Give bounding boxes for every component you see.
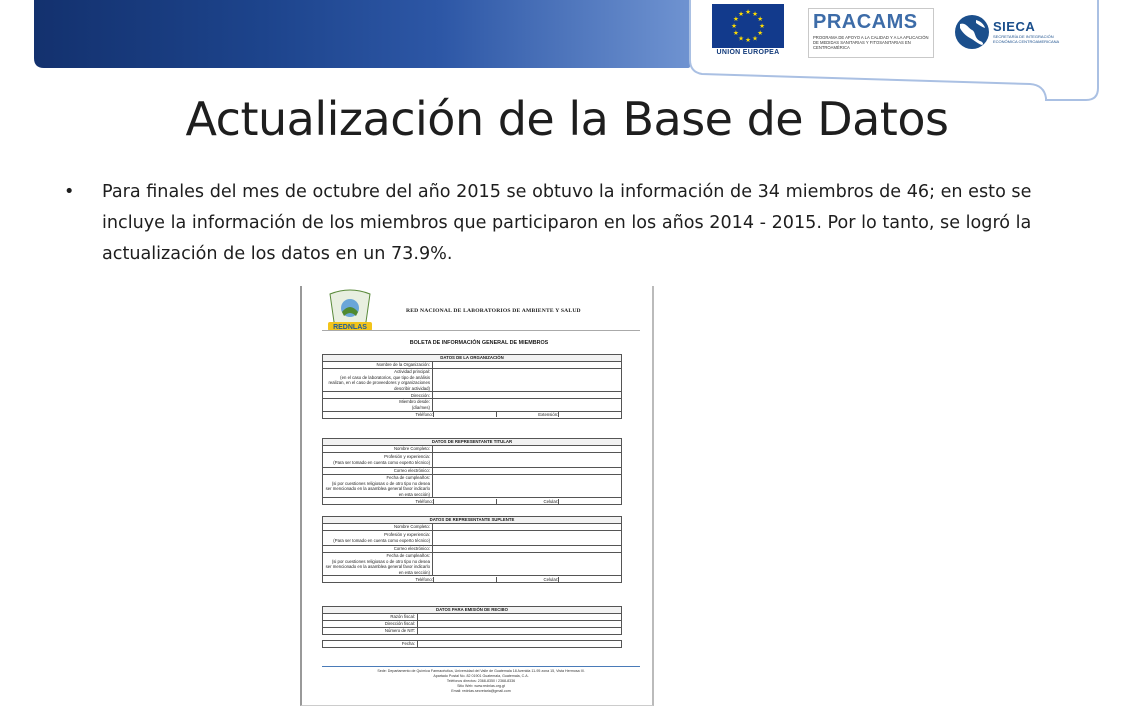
org-address-label: Dirección:: [323, 392, 433, 399]
org-header: DATOS DE LA ORGANIZACIÓN: [323, 355, 622, 362]
eu-star: ★: [752, 35, 758, 43]
membership-form-image: [300, 286, 654, 706]
footer-divider: [322, 666, 640, 667]
eu-star: ★: [745, 9, 751, 17]
org-activity-label: Actividad principal:: [394, 369, 430, 374]
form-title: BOLETA DE INFORMACIÓN GENERAL DE MIEMBROS: [409, 340, 549, 346]
bullet-text: Para finales del mes de octubre del año 2015 se obtuvo la información de 34 miembros de 46; en esto se incluye la información de los miembros que participaron en los años 2014 - 2015. Por lo tanto, se logró la actualización de los datos en un 73.9%.: [102, 182, 1032, 264]
org-activity-field: [433, 369, 622, 392]
footer-line: Email: rednlas.secretaria@gmail.com: [451, 689, 511, 693]
eu-logo: [708, 4, 788, 60]
pracams-name: PRACAMS: [813, 11, 918, 33]
org-address-field: [433, 392, 622, 399]
org-activity-note: (en el caso de laboratorios, que tipo de análisis realizan, en el caso de proveedores y organizaciones describir actividad): [328, 374, 430, 391]
receipt-header: DATOS PARA EMISIÓN DE RECIBO: [323, 607, 622, 614]
titular-birthday-note: (si por cuestiones religiosas o de otro tipo no desea ser mencionado en la asamblea general favor indicarlo en esta sección): [325, 480, 430, 497]
eu-star: ★: [759, 23, 765, 31]
pracams-logo: [808, 8, 934, 58]
eu-star: ★: [732, 30, 739, 38]
titular-phone-label: Teléfono:: [415, 498, 433, 504]
titular-table: [322, 438, 622, 505]
eu-star: ★: [738, 11, 744, 19]
eu-star: ★: [738, 35, 744, 43]
suplente-table: [322, 516, 622, 583]
suplente-header: DATOS DE REPRESENTANTE SUPLENTE: [323, 517, 622, 524]
rednlas-logo-text: REDNLAS: [333, 324, 367, 331]
footer-line: Apartado Postal No. 82 01901 Guatemala, Guatemala, C.A.: [433, 674, 529, 678]
suplente-profession-note: (Para ser tomado en cuenta como experto técnico): [333, 538, 430, 543]
eu-star: ★: [757, 16, 764, 24]
footer-line: Sitio Web: www.rednlas.org.gt: [457, 684, 505, 688]
bullet-point: [64, 177, 1064, 270]
form-footer: [322, 669, 640, 694]
divider: [322, 330, 640, 331]
suplente-birthday-note: (si por cuestiones religiosas o de otro tipo no desea ser mencionado en la asamblea general favor indicarlo en esta sección): [325, 558, 430, 575]
org-member-since-note: (día/mes): [411, 404, 430, 410]
eu-star: ★: [745, 37, 751, 45]
header-band-fill: [34, 0, 690, 68]
eu-star: ★: [731, 23, 737, 31]
suplente-phone-label: Teléfono:: [415, 576, 433, 582]
eu-star: ★: [757, 30, 764, 38]
titular-profession-note: (Para ser tomado en cuenta como experto técnico): [333, 460, 430, 465]
suplente-name-label: Nombre Completo:: [323, 524, 433, 531]
org-member-since-field: [433, 399, 622, 411]
suplente-birthday-label: Fecha de cumpleaños:: [386, 553, 430, 558]
org-member-since-label: Miembro desde:: [399, 399, 430, 405]
receipt-fecha-label: Fecha:: [323, 641, 418, 648]
suplente-profession-label: Profesión y experiencia:: [384, 532, 430, 538]
sieca-name: SIECA: [993, 19, 1036, 34]
titular-profession-label: Profesión y experiencia:: [384, 454, 430, 460]
suplente-email-label: Correo electrónico:: [323, 546, 433, 553]
network-name: RED NACIONAL DE LABORATORIOS DE AMBIENTE Y SALUD: [406, 308, 581, 314]
org-name-field: [433, 362, 622, 369]
titular-header: DATOS DE REPRESENTANTE TITULAR: [323, 439, 622, 446]
titular-email-label: Correo electrónico:: [323, 468, 433, 475]
eu-label: UNIÓN EUROPEA: [716, 49, 780, 56]
suplente-cell-label: Celular:: [496, 577, 559, 583]
titular-cell-label: Celular:: [496, 499, 559, 505]
org-phone-label: Teléfono:: [415, 411, 433, 417]
receipt-nit-label: Número de NIT:: [323, 628, 418, 635]
slide-title: Actualización de la Base de Datos: [185, 92, 949, 146]
bullet-marker: •: [64, 182, 75, 202]
pracams-tagline: PROGRAMA DE APOYO A LA CALIDAD Y A LA APLICACIÓN DE MEDIDAS SANITARIAS Y FITOSANITARIAS EN CENTROAMÉRICA: [813, 35, 929, 50]
titular-name-label: Nombre Completo:: [323, 446, 433, 453]
org-name-label: Nombre de la Organización:: [323, 362, 433, 369]
receipt-razon-label: Razón fiscal:: [323, 614, 418, 621]
rednlas-logo: [320, 288, 380, 334]
org-table: [322, 354, 622, 419]
receipt-table: [322, 606, 622, 648]
sieca-logo: [954, 12, 1064, 52]
eu-star: ★: [752, 11, 758, 19]
receipt-direccion-label: Dirección fiscal:: [323, 621, 418, 628]
org-extension-label: Extensión:: [496, 412, 559, 418]
footer-line: Sede: Departamento de Química Farmacéutica, Universidad del Valle de Guatemala 18 Avenida 11-95 zona 15, Vista Hermosa III.: [377, 669, 585, 673]
sieca-tagline: SECRETARÍA DE INTEGRACIÓN ECONÓMICA CENTROAMERICANA: [993, 34, 1060, 44]
eu-flag-icon: [712, 4, 784, 48]
footer-line: Teléfonos directos: 2368-8350 / 2368-8336: [446, 679, 516, 683]
titular-birthday-label: Fecha de cumpleaños:: [386, 475, 430, 480]
eu-star: ★: [732, 16, 739, 24]
globe-icon: [954, 14, 990, 50]
